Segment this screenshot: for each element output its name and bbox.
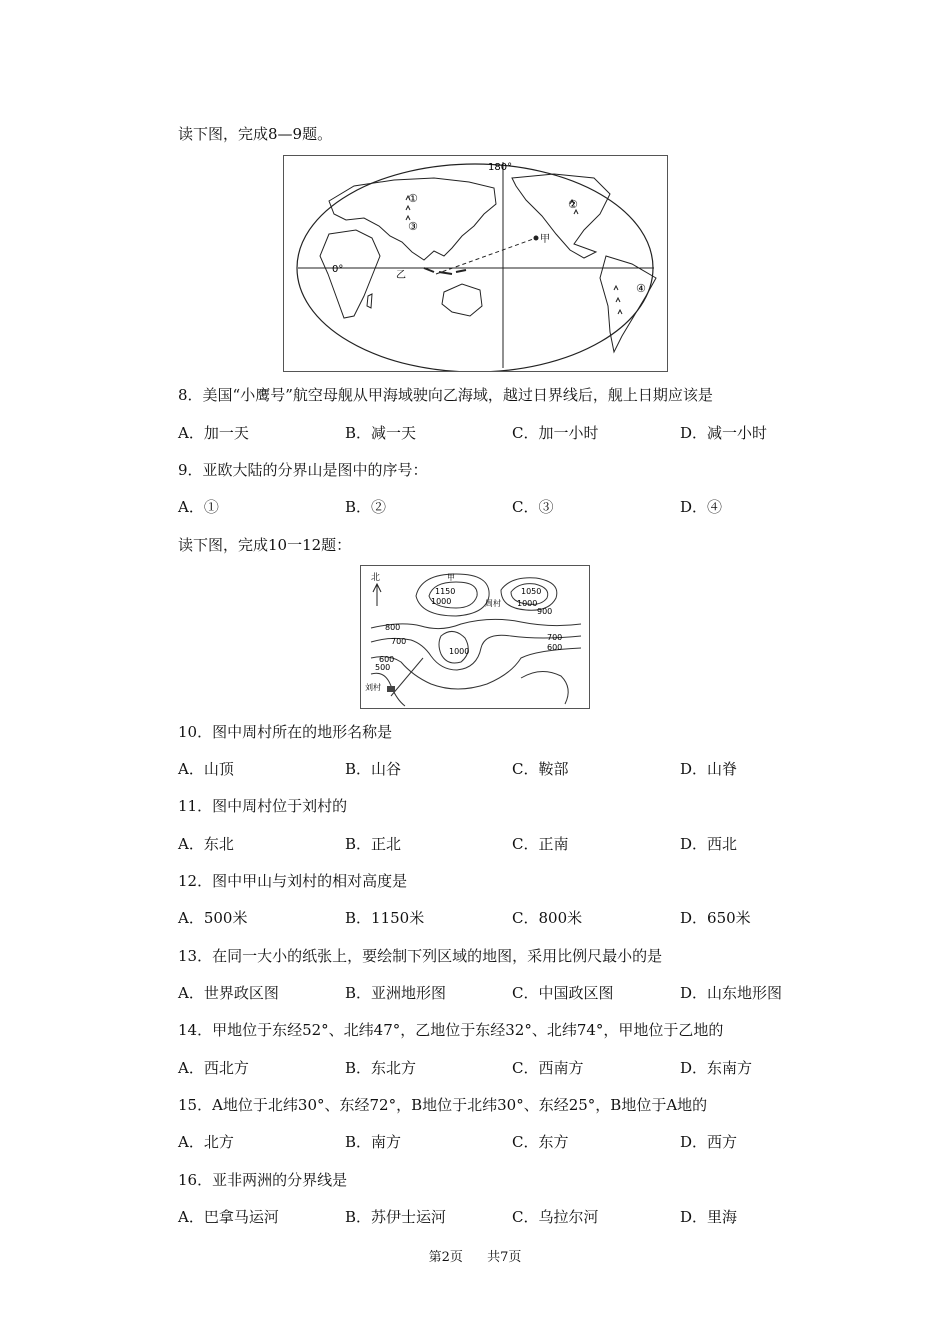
- north-arrow-icon: [373, 584, 381, 606]
- map-equator-label: 0°: [332, 264, 344, 275]
- map-yi-label: 乙: [396, 270, 406, 281]
- q9-option-a[interactable]: A．①: [178, 498, 219, 516]
- q8-option-b[interactable]: B．减一天: [345, 424, 417, 442]
- q12-stem: 12．图中甲山与刘村的相对高度是: [178, 872, 408, 890]
- q10-option-c[interactable]: C．鞍部: [512, 760, 569, 778]
- q16-option-c[interactable]: C．乌拉尔河: [512, 1208, 599, 1226]
- q13-option-a[interactable]: A．世界政区图: [178, 984, 279, 1002]
- q9-option-d[interactable]: D．④: [680, 498, 723, 516]
- q8-option-d[interactable]: D．减一小时: [680, 424, 768, 442]
- q12-option-a[interactable]: A．500米: [178, 909, 248, 927]
- jia-label: 甲: [447, 573, 455, 582]
- q12-option-c[interactable]: C．800米: [512, 909, 583, 927]
- q15-stem: 15．A地位于北纬30°、东经72°，B地位于北纬30°、东经25°，B地位于A地的: [178, 1096, 708, 1114]
- q9-option-b[interactable]: B．②: [345, 498, 387, 516]
- q10-stem: 10．图中周村所在的地形名称是: [178, 723, 393, 741]
- contour-1000-b: 1000: [517, 599, 538, 608]
- contour-800: 800: [385, 623, 401, 632]
- world-map-figure: [283, 155, 668, 372]
- q11-option-c[interactable]: C．正南: [512, 835, 569, 853]
- contour-600-b: 600: [379, 655, 395, 664]
- q11-stem: 11．图中周村位于刘村的: [178, 797, 348, 815]
- q14-option-c[interactable]: C．西南方: [512, 1059, 584, 1077]
- page-number: 第2页: [428, 1250, 463, 1265]
- contour-500: 500: [375, 663, 391, 672]
- q15-option-c[interactable]: C．东方: [512, 1133, 569, 1151]
- page-footer: [0, 1246, 950, 1265]
- q14-option-b[interactable]: B．东北方: [345, 1059, 417, 1077]
- q14-stem: 14．甲地位于东经52°、北纬47°，乙地位于东经32°、北纬74°，甲地位于乙地的: [178, 1021, 724, 1039]
- map-label-1: ①: [408, 192, 418, 205]
- contour-900: 900: [537, 607, 553, 616]
- zhou-village-label: 周村: [485, 599, 501, 608]
- contour-600-a: 600: [547, 643, 563, 652]
- q11-option-d[interactable]: D．西北: [680, 835, 738, 853]
- contour-map-figure: [360, 565, 590, 709]
- map-jia-label: 甲: [540, 234, 550, 245]
- q8-option-c[interactable]: C．加一小时: [512, 424, 599, 442]
- contour-map: [361, 566, 589, 708]
- peak-2-label: 1050: [521, 587, 542, 596]
- q13-stem: 13．在同一大小的纸张上，要绘制下列区域的地图，采用比例尺最小的是: [178, 947, 663, 965]
- q10-option-a[interactable]: A．山顶: [178, 760, 234, 778]
- q9-option-c[interactable]: C．③: [512, 498, 554, 516]
- intro-10-12: 读下图，完成10一12题：: [178, 536, 352, 554]
- q16-option-a[interactable]: A．巴拿马运河: [178, 1208, 279, 1226]
- q15-option-d[interactable]: D．西方: [680, 1133, 738, 1151]
- q14-option-d[interactable]: D．东南方: [680, 1059, 753, 1077]
- q16-stem: 16．亚非两洲的分界线是: [178, 1171, 348, 1189]
- q13-option-c[interactable]: C．中国政区图: [512, 984, 614, 1002]
- world-map: [284, 156, 667, 371]
- contour-1000-c: 1000: [449, 647, 470, 656]
- map-label-2: ②: [568, 198, 578, 211]
- contour-700-b: 700: [547, 633, 563, 642]
- q10-option-b[interactable]: B．山谷: [345, 760, 402, 778]
- q13-option-d[interactable]: D．山东地形图: [680, 984, 783, 1002]
- q16-option-b[interactable]: B．苏伊士运河: [345, 1208, 447, 1226]
- contour-700-a: 700: [391, 637, 407, 646]
- q11-option-b[interactable]: B．正北: [345, 835, 402, 853]
- map-180-label: 180°: [488, 162, 513, 173]
- peak-jia-label: 1150: [435, 587, 456, 596]
- q9-stem: 9．亚欧大陆的分界山是图中的序号：: [178, 461, 428, 479]
- liu-village-label: 刘村: [365, 683, 381, 692]
- page-total: 共7页: [487, 1250, 522, 1265]
- q13-option-b[interactable]: B．亚洲地形图: [345, 984, 447, 1002]
- north-label: 北: [371, 573, 381, 583]
- q14-option-a[interactable]: A．西北方: [178, 1059, 249, 1077]
- q15-option-b[interactable]: B．南方: [345, 1133, 402, 1151]
- q11-option-a[interactable]: A．东北: [178, 835, 234, 853]
- intro-8-9: 读下图，完成8—9题。: [178, 125, 333, 143]
- q12-option-d[interactable]: D．650米: [680, 909, 751, 927]
- map-label-4: ④: [636, 282, 646, 295]
- q12-option-b[interactable]: B．1150米: [345, 909, 425, 927]
- q10-option-d[interactable]: D．山脊: [680, 760, 738, 778]
- q8-stem: 8．美国“小鹰号”航空母舰从甲海域驶向乙海域，越过日界线后，舰上日期应该是: [178, 386, 713, 404]
- q8-option-a[interactable]: A．加一天: [178, 424, 249, 442]
- q16-option-d[interactable]: D．里海: [680, 1208, 738, 1226]
- contour-1000-a: 1000: [431, 597, 452, 606]
- q15-option-a[interactable]: A．北方: [178, 1133, 234, 1151]
- map-label-3: ③: [408, 220, 418, 233]
